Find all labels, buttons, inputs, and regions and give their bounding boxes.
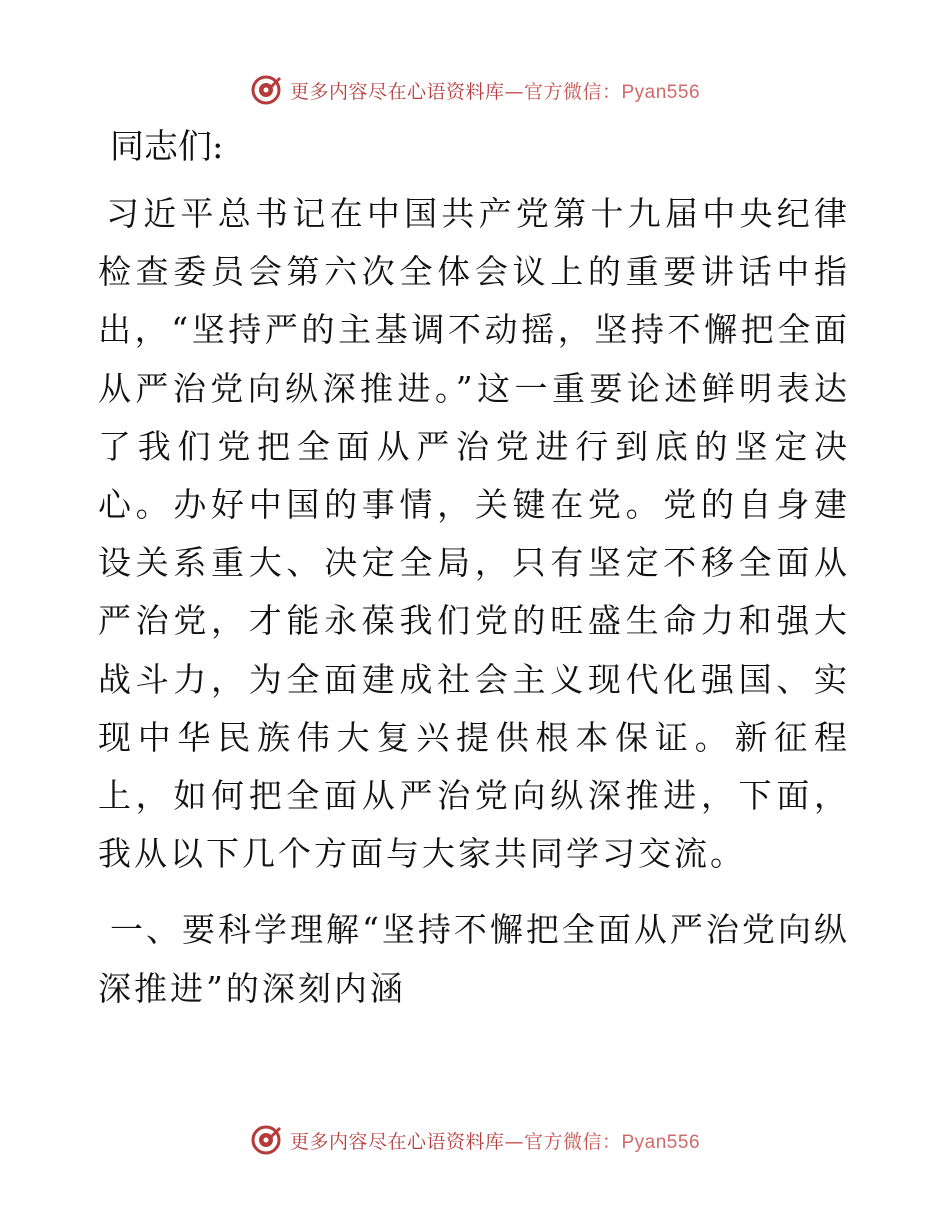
watermark-brand: 更多内容尽在心语资料库 <box>289 1130 505 1153</box>
body-paragraph: 习近平总书记在中国共产党第十九届中央纪律检查委员会第六次全体会议上的重要讲话中指出，“坚持严的主基调不动摇，坚持不懈把全面从严治党向纵深推进。”这一重要论述鲜明表达了我们党把全面从严治党进行到底的坚定决心。办好中国的事情，关键在党。党的自身建设关系重大、决定全局，只有坚定不移全面从严治党，才能永葆我们党的旺盛生命力和强大战斗力，为全面建成社会主义现代化强国、实现中华民族伟大复兴提供根本保证。新征程上，如何把全面从严治党向纵深推进，下面，我从以下几个方面与大家共同学习交流。 <box>98 194 850 874</box>
watermark-wechat-id: Pyan556 <box>621 81 701 103</box>
watermark-wechat-label: 官方微信： <box>523 1130 622 1153</box>
watermark-wechat-id: Pyan556 <box>621 1131 701 1153</box>
footer-watermark <box>0 1122 950 1158</box>
pen-logo-icon <box>250 74 282 106</box>
watermark-separator: — <box>504 80 524 103</box>
watermark-separator: — <box>504 1130 524 1153</box>
header-watermark <box>0 72 950 108</box>
document-body <box>98 120 850 1018</box>
watermark-wechat-label: 官方微信： <box>523 80 622 103</box>
pen-logo-icon <box>250 1124 282 1156</box>
watermark-brand: 更多内容尽在心语资料库 <box>289 80 505 103</box>
section-heading: 一、要科学理解“坚持不懈把全面从严治党向纵深推进”的深刻内涵 <box>98 910 850 1008</box>
watermark-text <box>290 1127 700 1154</box>
greeting: 同志们: <box>110 127 224 167</box>
watermark-text <box>290 77 700 104</box>
